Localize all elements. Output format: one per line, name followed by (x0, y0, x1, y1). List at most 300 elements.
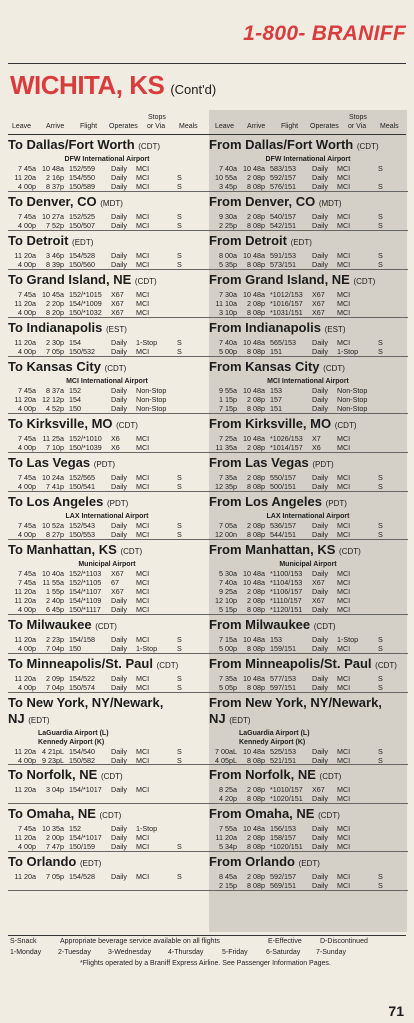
meal-code: S (177, 644, 182, 653)
meal-code: S (378, 212, 383, 221)
flight-number: 536/157 (270, 521, 296, 530)
route-city-cont: NJ (209, 711, 226, 726)
stops-or-via: MCI (337, 747, 351, 756)
stops-or-via: MCI (337, 482, 351, 491)
time-zone: (EST) (324, 325, 346, 334)
operates-days: Daily (312, 473, 328, 482)
operates-days: X67 (111, 587, 124, 596)
leave-time: 5 15p (219, 605, 237, 614)
stops-or-via: MCI (337, 833, 351, 842)
arrive-time: 8 39p (46, 260, 64, 269)
from-destination-block (209, 852, 407, 890)
to-route-title (8, 540, 206, 560)
flight-number: 154/*1017 (69, 833, 102, 842)
continued-label: (Cont'd) (170, 82, 217, 97)
stops-or-via: MCI (337, 881, 351, 890)
meal-code: S (378, 338, 383, 347)
header-stops: Stops (148, 114, 166, 121)
operates-days: Daily (111, 872, 127, 881)
operates-days: Daily (312, 872, 328, 881)
leave-time: 4 00p (18, 683, 36, 692)
stops-or-via: MCI (337, 644, 351, 653)
flight-row (209, 674, 407, 683)
airport-name: DFW International Airport (265, 156, 351, 163)
operates-days: X67 (312, 785, 325, 794)
meal-code: S (177, 521, 182, 530)
from-route-title (209, 765, 407, 785)
meal-code: S (378, 747, 383, 756)
meal-code: S (378, 674, 383, 683)
leave-time: 4 00p (18, 308, 36, 317)
stops-or-via: MCI (337, 521, 351, 530)
stops-or-via: MCI (136, 482, 150, 491)
leave-time: 5 00p (219, 347, 237, 356)
time-zone: (CDT) (356, 142, 379, 151)
flight-number: 576/151 (270, 182, 296, 191)
from-destination-block (209, 654, 407, 692)
legend-day: 7-Sunday (316, 949, 346, 956)
meal-code: S (378, 635, 383, 644)
flight-row (209, 182, 407, 191)
arrive-time: 10 48a (243, 747, 265, 756)
leave-time: 4 05pL (215, 756, 237, 765)
stops-or-via: MCI (337, 530, 351, 539)
to-destination-block (8, 615, 206, 653)
operates-days: Daily (312, 605, 328, 614)
flight-number: *1020/151 (270, 794, 303, 803)
leave-time: 12 00n (215, 530, 237, 539)
time-zone: (PDT) (325, 499, 347, 508)
leave-time: 4 00p (18, 404, 36, 413)
to-route-title (8, 453, 206, 473)
route-city: To Denver, CO (8, 194, 97, 209)
arrive-time: 8 08p (247, 794, 265, 803)
from-route-title (209, 231, 407, 251)
to-destination-block (8, 192, 206, 230)
leave-time: 12 35p (215, 482, 237, 491)
stops-or-via: MCI (136, 842, 150, 851)
meal-code: S (177, 842, 182, 851)
leave-time: 11 20a (14, 674, 36, 683)
flight-row (209, 635, 407, 644)
meal-code: S (378, 530, 383, 539)
flight-number: *1016/157 (270, 299, 303, 308)
meal-code: S (177, 482, 182, 491)
to-route-title (8, 765, 206, 785)
arrive-time: 10 35a (42, 824, 64, 833)
stops-or-via: MCI (136, 833, 150, 842)
flight-number: 151 (270, 404, 282, 413)
to-route-title-cont (8, 711, 206, 729)
arrive-time: 2 08p (247, 596, 265, 605)
to-route-title (8, 852, 206, 872)
flight-number: 154/528 (69, 872, 95, 881)
route-city: To Kansas City (8, 359, 101, 374)
leave-time: 11 20a (14, 596, 36, 605)
leave-time: 12 10p (215, 596, 237, 605)
flight-row (8, 756, 206, 765)
to-route-title (8, 231, 206, 251)
operates-days: Daily (111, 635, 127, 644)
time-zone: (CDT) (138, 142, 161, 151)
route-city: From Omaha, NE (209, 806, 315, 821)
stops-or-via: MCI (337, 674, 351, 683)
flight-number: 152/*1105 (69, 578, 102, 587)
flight-number: 150/*1117 (69, 605, 101, 614)
time-zone: (EDT) (80, 859, 102, 868)
flight-row (209, 794, 407, 803)
operates-days: X67 (111, 290, 124, 299)
from-route-title (209, 492, 407, 512)
route-city: To Las Vegas (8, 455, 91, 470)
route-city: From Las Vegas (209, 455, 309, 470)
stops-or-via: MCI (136, 443, 150, 452)
stops-or-via: MCI (337, 569, 351, 578)
stops-or-via: MCI (136, 347, 150, 356)
arrive-time: 10 48a (42, 164, 64, 173)
stops-or-via: MCI (337, 299, 351, 308)
leave-time: 11 35a (215, 443, 237, 452)
airport-name: Municipal Airport (279, 561, 337, 568)
meal-code: S (177, 530, 182, 539)
operates-days: X67 (312, 596, 325, 605)
flight-row (8, 605, 206, 614)
time-zone: (CDT) (323, 364, 345, 373)
stops-or-via: MCI (337, 308, 351, 317)
arrive-time: 10 40a (42, 569, 64, 578)
flight-row (209, 443, 407, 452)
airport-name: LAX International Airport (65, 513, 149, 520)
leave-time: 5 34p (219, 842, 237, 851)
route-section (8, 414, 408, 453)
flight-row (209, 473, 407, 482)
flight-row (8, 221, 206, 230)
flight-row (209, 587, 407, 596)
arrive-time: 10 45a (42, 290, 64, 299)
flight-row (209, 212, 407, 221)
stops-or-via: MCI (136, 173, 150, 182)
to-destination-block (8, 804, 206, 851)
operates-days: X6 (111, 443, 120, 452)
to-destination-block (8, 540, 206, 614)
leave-time: 11 20a (14, 299, 36, 308)
meal-code: S (378, 221, 383, 230)
leave-time: 9 55a (219, 386, 237, 395)
airport-name: LaGuardia Airport (L) (239, 730, 310, 737)
flight-row (209, 521, 407, 530)
flight-row (8, 578, 206, 587)
flight-number: 540/157 (270, 212, 296, 221)
flight-number: 152/543 (69, 521, 95, 530)
flight-number: 597/151 (270, 683, 296, 692)
leave-time: 7 35a (219, 674, 237, 683)
arrive-time: 10 48a (243, 338, 265, 347)
city-name: WICHITA, KS (10, 70, 165, 100)
stops-or-via: MCI (337, 212, 351, 221)
flight-number: 156/153 (270, 824, 296, 833)
flight-number: 150/*1039 (69, 443, 102, 452)
operates-days: Daily (312, 833, 328, 842)
operates-days: Daily (312, 386, 328, 395)
from-destination-block (209, 765, 407, 803)
time-zone: (EDT) (72, 238, 94, 247)
stops-or-via: MCI (136, 221, 150, 230)
flight-number: 152/525 (69, 212, 95, 221)
meal-code: S (378, 644, 383, 653)
meal-code: S (177, 251, 182, 260)
flight-row (8, 482, 206, 491)
arrive-time: 10 48a (243, 578, 265, 587)
operates-days: Daily (312, 824, 328, 833)
arrive-time: 6 45p (46, 605, 64, 614)
route-city: To Orlando (8, 854, 77, 869)
flight-number: 521/151 (270, 756, 296, 765)
legend-discontinued: D-Discontinued (320, 938, 368, 945)
stops-or-via: MCI (136, 578, 150, 587)
leave-time: 4 00p (18, 260, 36, 269)
to-destination-block (8, 270, 206, 317)
from-route-title (209, 192, 407, 212)
meal-code: S (378, 872, 383, 881)
leave-time: 11 10a (215, 299, 237, 308)
route-section (8, 654, 408, 693)
to-route-title (8, 318, 206, 338)
meal-code: S (177, 683, 182, 692)
stops-or-via: MCI (136, 290, 150, 299)
stops-or-via: MCI (136, 251, 150, 260)
leave-time: 7 45a (18, 386, 36, 395)
airport-name: LAX International Airport (266, 513, 350, 520)
header-meals: Meals (179, 123, 198, 130)
flight-number: 153 (270, 635, 282, 644)
arrive-time: 2 08p (247, 473, 265, 482)
arrive-time: 10 48a (243, 434, 265, 443)
operates-days: X6 (312, 443, 321, 452)
stops-or-via: MCI (337, 842, 351, 851)
arrive-time: 8 08p (247, 683, 265, 692)
route-city: To Los Angeles (8, 494, 104, 509)
route-city: To Omaha, NE (8, 806, 96, 821)
time-zone: (CDT) (375, 661, 397, 670)
operates-days: Daily (312, 747, 328, 756)
from-route-title (209, 804, 407, 824)
top-divider (8, 63, 406, 64)
arrive-time: 7 47p (46, 842, 64, 851)
time-zone: (EDT) (298, 859, 320, 868)
arrive-time: 8 08p (247, 347, 265, 356)
flight-row (8, 395, 206, 404)
arrive-time: 2 20p (46, 299, 64, 308)
operates-days: Daily (111, 756, 127, 765)
flight-number: 154/*1109 (69, 596, 102, 605)
flight-number: 151 (270, 347, 282, 356)
operates-days: Daily (111, 182, 127, 191)
leave-time: 5 00p (219, 644, 237, 653)
leave-time: 11 20a (14, 173, 36, 182)
header-leave: Leave (12, 123, 32, 130)
leave-time: 7 35a (219, 473, 237, 482)
time-zone: (CDT) (319, 772, 342, 781)
flight-number: *1104/153 (270, 578, 303, 587)
operates-days: Daily (312, 395, 328, 404)
legend-day: 1-Monday (10, 949, 42, 956)
stops-or-via: MCI (337, 338, 351, 347)
stops-or-via: MCI (136, 182, 150, 191)
flight-row (209, 260, 407, 269)
arrive-time: 2 16p (46, 173, 64, 182)
stops-or-via: MCI (337, 473, 351, 482)
operates-days: Daily (312, 587, 328, 596)
arrive-time: 11 25a (42, 434, 64, 443)
stops-or-via: MCI (337, 173, 351, 182)
stops-or-via: Non-Stop (337, 404, 368, 413)
operates-days: Daily (111, 785, 127, 794)
leave-time: 4 00p (18, 530, 36, 539)
time-zone: (CDT) (99, 811, 122, 820)
time-zone: (CDT) (95, 622, 117, 631)
to-route-title (8, 693, 206, 711)
flight-number: *1014/157 (270, 443, 303, 452)
flight-number: 569/151 (270, 881, 296, 890)
arrive-time: 7 52p (46, 221, 64, 230)
flight-row (8, 683, 206, 692)
leave-time: 11 20a (14, 872, 36, 881)
route-section (8, 492, 408, 540)
flight-row (209, 824, 407, 833)
route-city: To New York, NY/Newark, (8, 695, 164, 710)
stops-or-via: MCI (337, 872, 351, 881)
route-city: From Kirksville, MO (209, 416, 332, 431)
flight-row (8, 308, 206, 317)
route-city: From Grand Island, NE (209, 272, 350, 287)
operates-days: Daily (111, 482, 127, 491)
leave-time: 8 45a (219, 872, 237, 881)
arrive-time: 4 52p (46, 404, 64, 413)
stops-or-via: MCI (136, 569, 150, 578)
stops-or-via: MCI (136, 212, 150, 221)
leave-time: 7 40a (219, 578, 237, 587)
flight-number: 152/*1010 (69, 434, 102, 443)
flight-row (8, 443, 206, 452)
header-arrive: Arrive (46, 123, 65, 130)
to-route-title (8, 135, 206, 155)
operates-days: Daily (111, 173, 127, 182)
arrive-time: 10 48a (243, 569, 265, 578)
flight-number: 583/153 (270, 164, 296, 173)
route-section (8, 357, 408, 414)
from-route-title (209, 414, 407, 434)
operates-days: Daily (111, 473, 127, 482)
flight-number: 152 (69, 386, 81, 395)
arrive-time: 8 08p (247, 404, 265, 413)
flight-row (209, 221, 407, 230)
flight-row (209, 596, 407, 605)
operates-days: X6 (111, 434, 120, 443)
arrive-time: 7 04p (46, 644, 64, 653)
from-destination-block (209, 492, 407, 539)
to-route-title (8, 192, 206, 212)
time-zone: (CDT) (339, 547, 361, 556)
leave-time: 9 30a (219, 212, 237, 221)
operates-days: Daily (111, 530, 127, 539)
flight-row (209, 578, 407, 587)
airport-name: Kennedy Airport (K) (38, 739, 105, 746)
route-city: To Norfolk, NE (8, 767, 98, 782)
stops-or-via: MCI (337, 605, 351, 614)
meal-code: S (177, 872, 182, 881)
flight-row (209, 347, 407, 356)
flight-row (8, 347, 206, 356)
arrive-time: 10 48a (243, 290, 265, 299)
to-route-title (8, 414, 206, 434)
flight-row (8, 674, 206, 683)
flight-number: 159/151 (270, 644, 296, 653)
route-section (8, 270, 408, 318)
flight-row (8, 386, 206, 395)
flight-number: *1012/153 (270, 290, 303, 299)
arrive-time: 2 08p (247, 173, 265, 182)
leave-time: 2 25p (219, 221, 237, 230)
flight-number: 150 (69, 404, 81, 413)
arrive-time: 8 08p (247, 842, 265, 851)
flight-row (209, 404, 407, 413)
airport-name: Municipal Airport (78, 561, 136, 568)
header-operates: Operates (109, 123, 138, 130)
stops-or-via: MCI (136, 434, 150, 443)
arrive-time: 12 12p (42, 395, 64, 404)
arrive-time: 10 27a (42, 212, 64, 221)
flight-row (8, 251, 206, 260)
time-zone: (CDT) (104, 364, 127, 373)
route-city: From New York, NY/Newark, (209, 695, 382, 710)
from-route-title-cont (209, 711, 407, 729)
leave-time: 4 00p (18, 482, 36, 491)
header-flight: Flight (80, 123, 98, 130)
flight-number: *1100/153 (270, 569, 303, 578)
arrive-time: 8 27p (46, 530, 64, 539)
stops-or-via: MCI (337, 221, 351, 230)
operates-days: Daily (312, 635, 328, 644)
stops-or-via: MCI (136, 521, 150, 530)
operates-days: Daily (111, 251, 127, 260)
arrive-time: 10 52a (42, 521, 64, 530)
route-city: To Detroit (8, 233, 69, 248)
flight-number: 154/522 (69, 674, 95, 683)
flight-row (8, 824, 206, 833)
flight-row (209, 683, 407, 692)
arrive-time: 8 08p (247, 482, 265, 491)
leave-time: 7 55a (219, 824, 237, 833)
arrive-time: 11 55a (42, 578, 64, 587)
arrive-time: 10 48a (243, 251, 265, 260)
flight-row (8, 299, 206, 308)
flight-number: 152 (69, 824, 81, 833)
route-city-cont: NJ (8, 711, 25, 726)
route-city: To Manhattan, KS (8, 542, 117, 557)
operates-days: Daily (312, 221, 328, 230)
leave-time: 11 20a (14, 338, 36, 347)
arrive-time: 7 05p (46, 872, 64, 881)
header-stops: Stops (349, 114, 367, 121)
legend-snack: S-Snack (10, 938, 37, 945)
stops-or-via: MCI (337, 824, 351, 833)
operates-days: Daily (111, 747, 127, 756)
time-zone: (EDT) (229, 716, 251, 725)
stops-or-via: MCI (136, 164, 150, 173)
flight-number: 152/565 (69, 473, 95, 482)
leave-time: 3 10p (219, 308, 237, 317)
arrive-time: 10 48a (243, 386, 265, 395)
